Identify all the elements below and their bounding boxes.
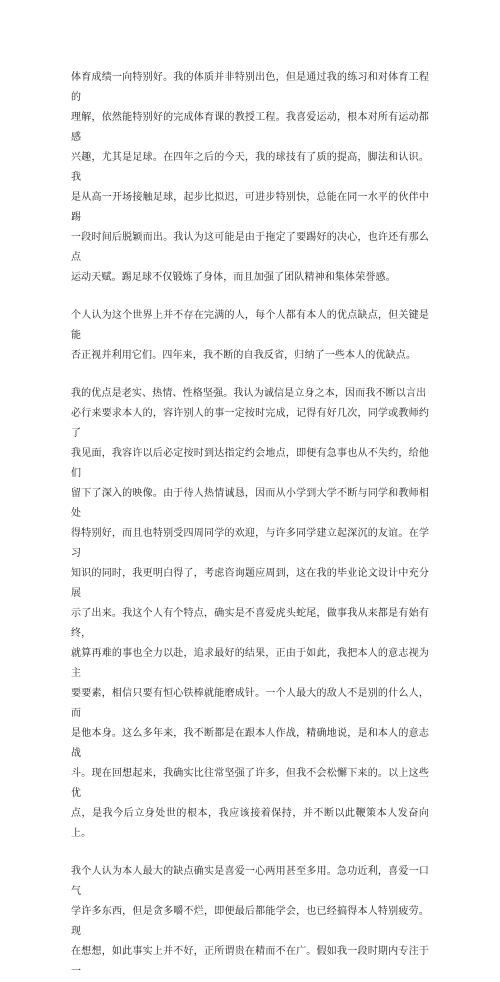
paragraph-spacer (71, 366, 429, 384)
text-line: 留下了深入的映像。由于待人热情诚恳，因而从小学到大学不断与同学和教师相处 (71, 488, 429, 519)
text-line: 我见面，我容许以后必定按时到达指定约会地点，即便有急事也从不失约，给他们 (71, 448, 429, 479)
text-line: 我的优点是老实、热情、性格坚强。我认为诚信是立身之本，因而我不断以言出 (71, 388, 427, 399)
text-line: 必行来要求本人的，容许别人的事一定按时完成，记得有好几次，同学或教师约了 (71, 408, 429, 439)
text-line: 否正视并利用它们。四年来，我不断的自我反省，归纳了一些本人的优缺点。 (71, 350, 417, 361)
text-line: 是从高一开场接触足球，起步比拟迟，可进步特别快，总能在同一水平的伙伴中踢 (71, 192, 429, 223)
text-line: 在想想，如此事实上并不好，正所谓贵在精而不在广。假如我一段时期内专注于一 (71, 946, 429, 977)
document-body (71, 68, 429, 982)
paragraph-strengths (71, 384, 429, 844)
text-line: 知识的同时，我更明白得了，考虑咨询题应周到，这在我的毕业论文设计中充分展 (71, 568, 429, 599)
text-line: 理解，依然能特别好的完成体育课的教授工程。我喜爱运动，根本对所有运动都感 (71, 112, 429, 143)
paragraph-spacer (71, 288, 429, 306)
paragraph-spacer (71, 844, 429, 862)
text-line: 要要素，相信只要有恒心铁棒就能磨成针。一个人最大的敌人不是别的什么人，而 (71, 688, 429, 719)
paragraph-sports (71, 68, 429, 288)
text-line: 个人认为这个世界上并不存在完满的人，每个人都有本人的优点缺点，但关键是能 (71, 310, 429, 341)
text-line: 体育成绩一向特别好。我的体质并非特别出色，但是通过我的练习和对体育工程的 (71, 72, 429, 103)
text-line: 示了出来。我这个人有个特点，确实是不喜爱虎头蛇尾，做事我从来都是有始有终， (71, 608, 429, 639)
paragraph-weaknesses (71, 862, 429, 982)
text-line: 斗。现在回想起来，我确实比往常坚强了许多，但我不会松懈下来的。以上这些优 (71, 768, 429, 799)
text-line: 就算再难的事也全力以赴，追求最好的结果，正由于如此，我把本人的意志视为主 (71, 648, 429, 679)
text-line: 点，是我今后立身处世的根本，我应该接着保持，并不断以此鞭策本人发奋向上。 (71, 808, 429, 839)
paragraph-self-reflection (71, 306, 429, 366)
text-line: 兴趣，尤其是足球。在四年之后的今天，我的球技有了质的提高，脚法和认识。我 (71, 152, 429, 183)
text-line: 运动天赋。踢足球不仅锻炼了身体，而且加强了团队精神和集体荣誉感。 (71, 272, 396, 283)
text-line: 是他本身。这么多年来，我不断都是在跟本人作战，精确地说，是和本人的意志战 (71, 728, 429, 759)
text-line: 一段时间后脱颖而出。我认为这可能是由于拖定了要踢好的决心，也许还有那么点 (71, 232, 429, 263)
text-line: 得特别好，而且也特别受四周同学的欢迎，与许多同学建立起深沉的友谊。在学习 (71, 528, 429, 559)
text-line: 我个人认为本人最大的缺点确实是喜爱一心两用甚至多用。急功近利，喜爱一口气 (71, 866, 429, 897)
text-line: 学许多东西，但是贪多嚼不烂，即便最后都能学会，也已经搞得本人特别疲劳。现 (71, 906, 429, 937)
